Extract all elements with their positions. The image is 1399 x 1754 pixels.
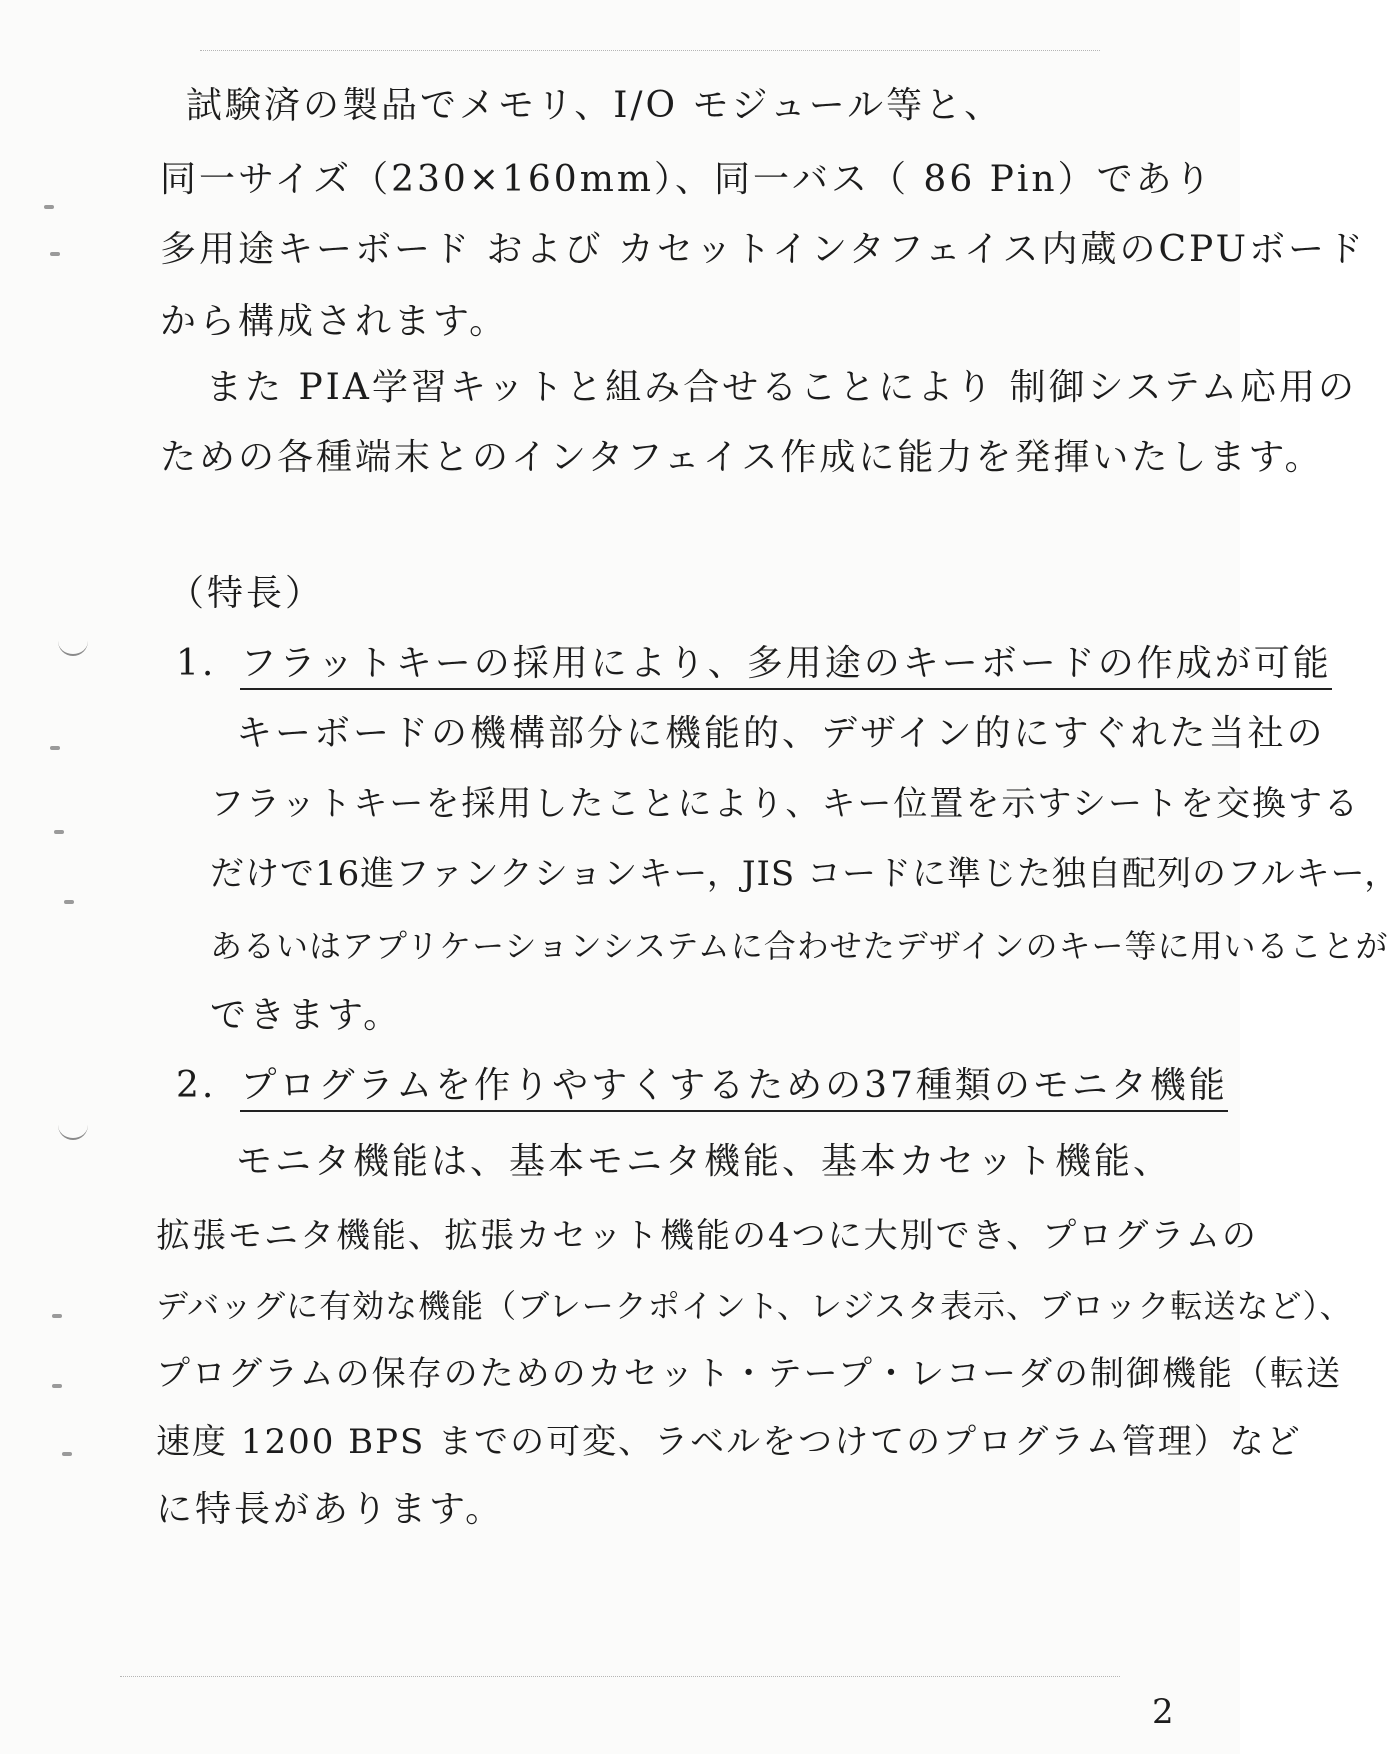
punch-hole-mark [58,636,88,656]
feature-1-line-5: できます。 [210,995,403,1036]
body-line-2: 同一サイズ（230×160mm）、同一バス（ 86 Pin）であり [160,159,1214,200]
features-heading: （特長） [168,573,325,614]
page-number: 2 [1152,1692,1174,1732]
body-line-5: また PIA学習キットと組み合せることにより 制御システム応用の [206,367,1358,408]
body-line-6: ための各種端末とのインタフェイス作成に能力を発揮いたします。 [160,437,1324,478]
feature-2-line-6: に特長があります。 [156,1489,505,1530]
feature-2-line-3: デバッグに有効な機能（ブレークポイント、レジスタ表示、ブロック転送など）、 [156,1287,1353,1325]
feature-1-heading [176,642,1332,686]
feature-2-heading [176,1064,1228,1108]
scan-speck [52,1384,62,1388]
body-line-1: 試験済の製品でメモリ、I/O モジュール等と、 [186,85,1004,126]
scan-speck [62,1452,72,1456]
top-edge-specks [200,50,1100,52]
feature-1-line-1: キーボードの機構部分に機能的、デザイン的にすぐれた当社の [236,713,1326,754]
scan-speck [50,746,60,750]
scan-speck [50,252,60,256]
scan-speck [64,900,74,904]
feature-2-number: 2. [176,1065,217,1106]
feature-1-title: フラットキーの採用により、多用途のキーボードの作成が可能 [240,643,1331,690]
scan-speck [52,1314,62,1318]
scan-speck [44,205,54,209]
feature-2-line-2: 拡張モニタ機能、拡張カセット機能の4つに大別でき、プログラムの [156,1216,1258,1256]
feature-1-line-2: フラットキーを採用したことにより、キー位置を示すシートを交換する [210,784,1360,824]
feature-1-number: 1. [176,643,217,684]
scan-speck [54,830,64,834]
feature-2-line-1: モニタ機能は、基本モニタ機能、基本カセット機能、 [236,1141,1173,1182]
feature-1-line-3: だけで16進ファンクションキー，JIS コードに準じた独自配列のフルキー， [210,854,1399,894]
feature-2-line-4: プログラムの保存のためのカセット・テープ・レコーダの制御機能（転送 [156,1354,1342,1394]
body-line-4: から構成されます。 [160,301,509,342]
feature-2-line-5: 速度 1200 BPS までの可変、ラベルをつけてのプログラム管理）など [156,1422,1302,1462]
punch-hole-mark [58,1120,88,1140]
feature-1-line-4: あるいはアプリケーションシステムに合わせたデザインのキー等に用いることが [210,927,1389,965]
feature-2-title: プログラムを作りやすくするための37種類のモニタ機能 [240,1065,1227,1112]
bottom-edge-specks [120,1676,1120,1678]
body-line-3: 多用途キーボード および カセットインタフェイス内蔵のCPUボード [160,229,1366,270]
